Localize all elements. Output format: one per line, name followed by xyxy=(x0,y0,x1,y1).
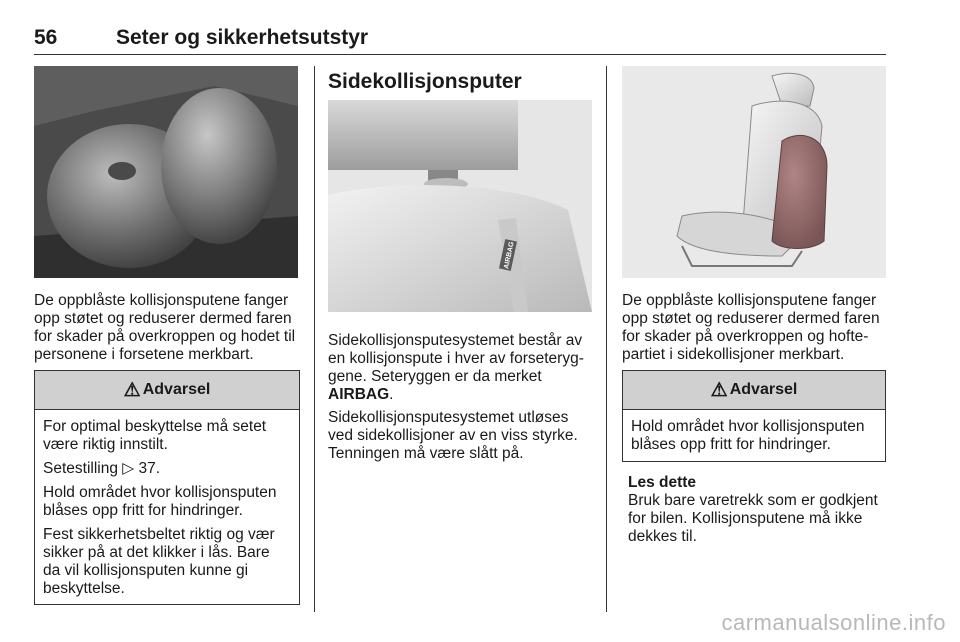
column-divider xyxy=(606,66,607,612)
warning-header xyxy=(35,371,299,410)
seat-adjust-ref-page[interactable]: 37. xyxy=(138,460,161,477)
warning-para-1: For optimal beskyttelse må setet være riktig innstilt. xyxy=(43,418,267,453)
col3-caption: De oppblåste kollisjonsputene fanger opp støtet og reduserer dermed faren for skader på overkroppen og hofte-partiet i sidekollisjoner merkbart. xyxy=(622,292,880,363)
note-title: Les dette xyxy=(628,474,697,491)
page-header xyxy=(34,24,886,55)
warning-body xyxy=(623,410,885,466)
seat-backrest-image xyxy=(328,100,592,312)
front-airbags-image xyxy=(34,66,298,278)
col1-caption: De oppblåste kollisjonsputene fanger opp støtet og reduserer dermed faren for skader på overkroppen og hodet til personene i forsetene merkbart. xyxy=(34,292,296,363)
svg-text:AIRBAG: AIRBAG xyxy=(503,241,516,270)
col2-para-1: Sidekollisjonsputesystemet består av en kollisjonspute i hver av forseteryg-gene. Seteryggen er da merket AIRBAG. xyxy=(328,332,584,403)
warning-header xyxy=(623,371,885,410)
side-airbag-image xyxy=(622,66,886,278)
warning-para-4: Fest sikkerhetsbeltet riktig og vær sikker på at det klikker i lås. Bare da vil kollisjonsputen kunne gi beskyttelse. xyxy=(43,526,275,597)
page-ref-arrow-icon: ▷ xyxy=(122,460,135,477)
seat-adjust-ref-text: Setestilling xyxy=(43,460,118,477)
page-number: 56 xyxy=(34,26,58,49)
watermark: carmanualsonline.info xyxy=(721,610,946,635)
section-title: Sidekollisjonsputer xyxy=(328,70,522,93)
front-airbags-illustration xyxy=(34,66,298,278)
warning-box-left xyxy=(34,370,300,605)
side-airbag-illustration xyxy=(622,66,886,278)
warning-box-right xyxy=(622,370,886,462)
warning-title: Advarsel xyxy=(142,381,211,398)
col2-para-2: Sidekollisjonsputesystemet utløses ved sidekollisjoner av en viss styrke. Tenningen må være slått på. xyxy=(328,409,578,462)
col1-caption-block xyxy=(34,292,300,369)
col2-text-block xyxy=(328,332,594,468)
warning-para-2 xyxy=(43,460,291,478)
warning-para-1: Hold området hvor kollisjonsputen blåses opp fritt for hindringer. xyxy=(631,418,865,453)
warning-triangle-icon: ⚠ xyxy=(123,379,141,401)
seat-backrest-illustration xyxy=(328,100,592,312)
warning-title: Advarsel xyxy=(729,381,798,398)
warning-triangle-icon: ⚠ xyxy=(710,379,728,401)
column-divider xyxy=(314,66,315,612)
note-body: Bruk bare varetrekk som er godkjent for bilen. Kollisjonsputene må ikke dekkes til. xyxy=(628,492,878,545)
warning-body xyxy=(35,410,299,610)
airbag-word: AIRBAG xyxy=(328,386,390,403)
col3-caption-block xyxy=(622,292,888,369)
page-title: Seter og sikkerhetsutstyr xyxy=(116,26,369,49)
warning-para-3: Hold området hvor kollisjonsputen blåses opp fritt for hindringer. xyxy=(43,484,277,519)
note-block xyxy=(628,474,890,546)
